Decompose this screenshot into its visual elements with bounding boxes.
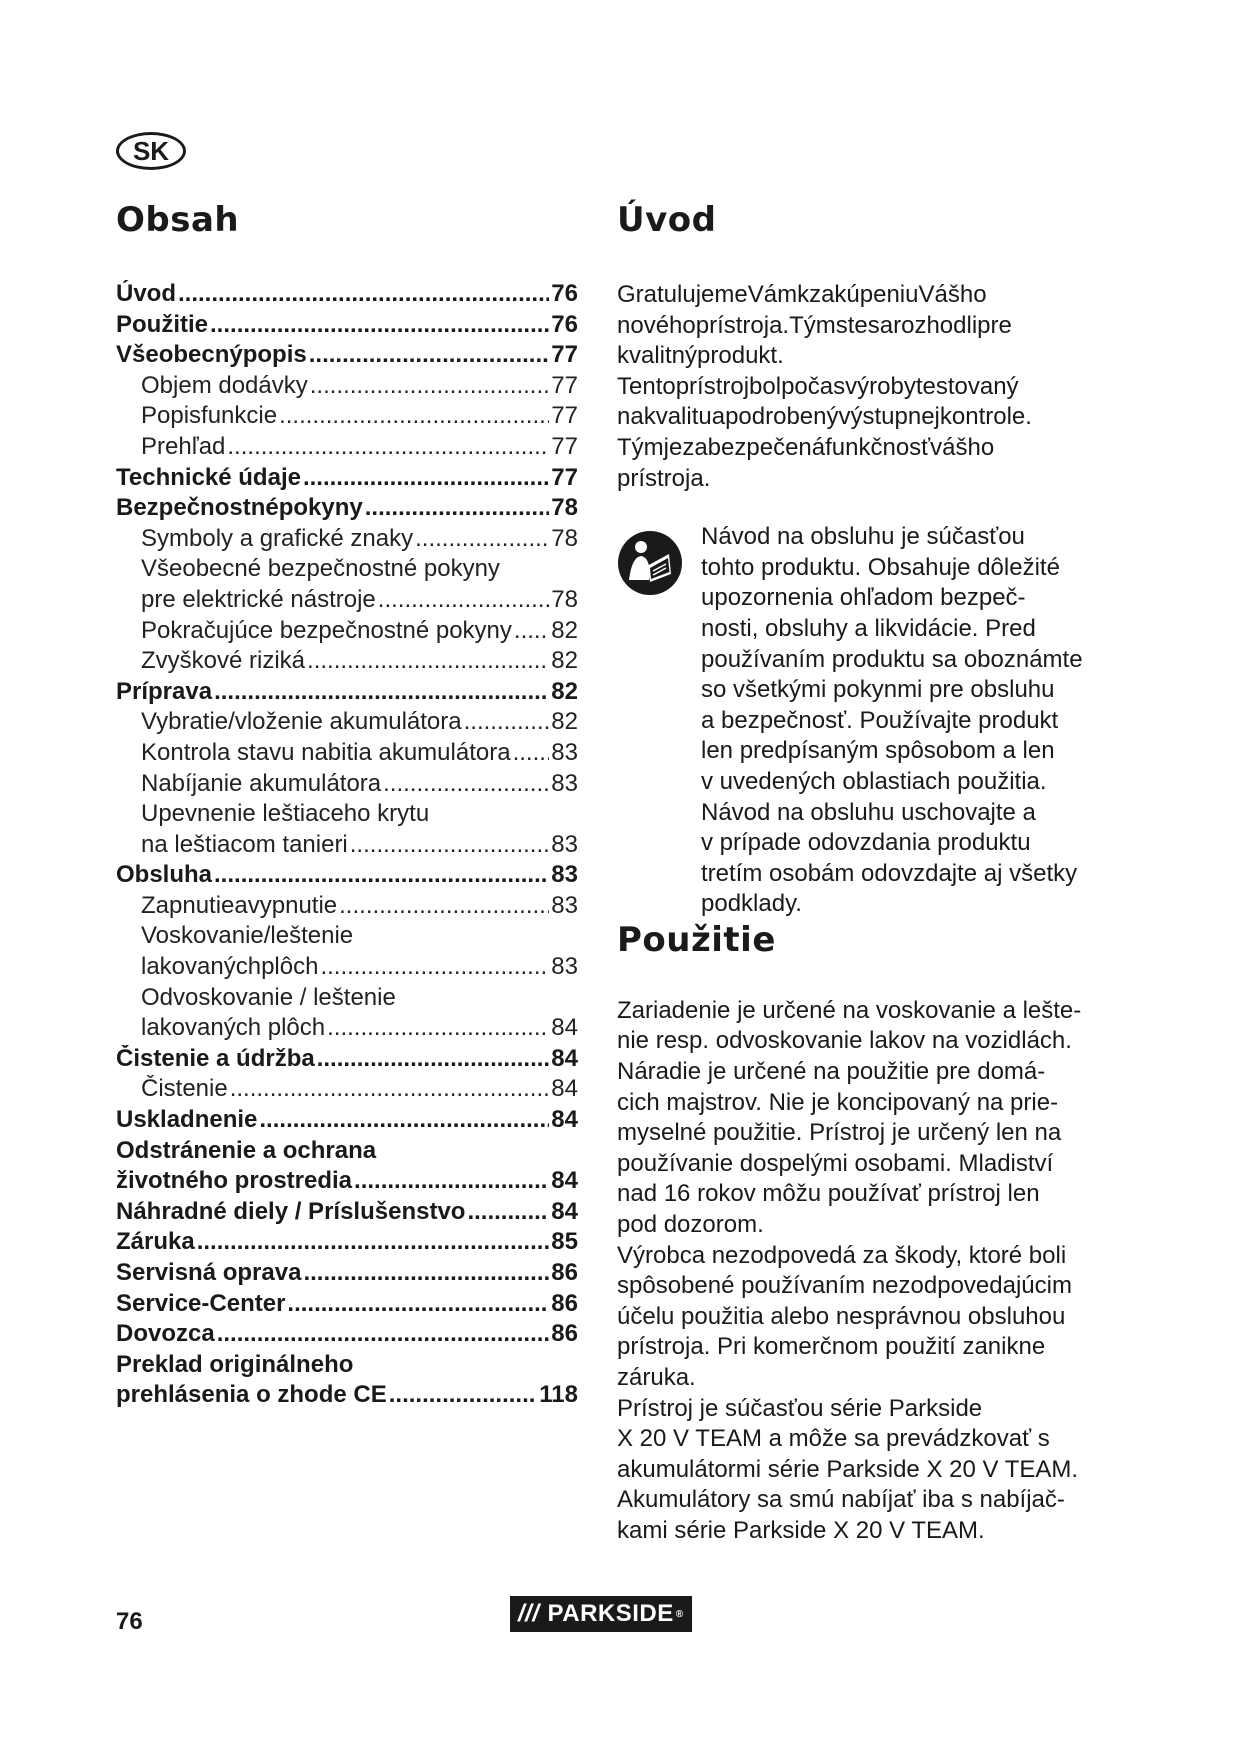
toc-entry-title: Prehľad	[141, 432, 226, 460]
toc-entry	[116, 984, 578, 1015]
toc-entry-title: životného prostredia	[116, 1167, 353, 1195]
toc-entry	[116, 922, 578, 953]
usage-line: akumulátormi série Parkside X 20 V TEAM.	[617, 1455, 1079, 1483]
toc-entry-title: Objem dodávky	[141, 371, 308, 399]
intro-line: GratulujemeVámkzakúpeniuVášho	[617, 281, 987, 308]
toc-entry-page: 83	[551, 738, 578, 766]
toc-entry-page: 83	[551, 891, 578, 919]
toc-entry-title: Pokračujúce bezpečnostné pokyny	[141, 616, 512, 644]
notice-line: upozornenia ohľadom bezpeč-	[701, 584, 1026, 612]
toc-entry-page: 77	[551, 432, 578, 460]
toc-leader-dots	[415, 525, 549, 553]
toc-entry	[116, 1351, 578, 1382]
intro-title: Úvod	[617, 200, 717, 240]
usage-line: Akumulátory sa smú nabíjať iba s nabíjač-	[617, 1486, 1065, 1514]
toc-list	[116, 280, 578, 1412]
toc-leader-dots	[464, 708, 550, 736]
toc-entry-title: Záruka	[116, 1228, 195, 1256]
toc-entry-page: 78	[551, 494, 578, 522]
toc-leader-dots	[365, 494, 550, 522]
read-manual-icon	[617, 530, 683, 596]
toc-column	[116, 200, 578, 1412]
toc-entry-page: 77	[551, 341, 578, 369]
toc-entry-page: 83	[551, 861, 578, 889]
toc-leader-dots	[178, 280, 549, 308]
toc-entry	[116, 1228, 578, 1259]
toc-entry	[116, 1014, 578, 1045]
toc-entry	[116, 831, 578, 862]
usage-line: Náradie je určené na použitie pre domá-	[617, 1058, 1046, 1086]
toc-entry-page: 77	[551, 371, 578, 399]
toc-entry-title: Servisná oprava	[116, 1259, 302, 1286]
toc-entry-title: lakovanýchplôch	[141, 953, 319, 981]
toc-leader-dots	[467, 1198, 549, 1226]
toc-entry	[116, 280, 578, 311]
toc-entry	[116, 372, 578, 403]
toc-entry-title: Všeobecné bezpečnostné pokyny	[141, 555, 500, 583]
usage-line: cich majstrov. Nie je koncipovaný na prie-	[617, 1088, 1059, 1116]
logo-slashes: ///	[518, 1600, 540, 1627]
toc-entry-title: Čistenie	[141, 1075, 228, 1103]
toc-entry	[116, 1075, 578, 1106]
notice-text	[701, 522, 1112, 920]
toc-leader-dots	[310, 372, 550, 400]
toc-entry	[116, 1045, 578, 1076]
toc-entry-title: Príprava	[116, 677, 213, 705]
toc-leader-dots	[230, 1075, 550, 1103]
toc-entry	[116, 770, 578, 801]
toc-entry	[116, 341, 578, 372]
toc-entry	[116, 739, 578, 770]
intro-line: nakvalituapodrobenývýstupnejkontrole.	[617, 403, 1032, 431]
usage-title: Použitie	[617, 919, 776, 960]
toc-leader-dots	[320, 953, 549, 981]
toc-leader-dots	[279, 402, 549, 430]
usage-line: spôsobené používaním nezodpovedajúcim	[617, 1272, 1072, 1300]
page-number: 76	[116, 1608, 143, 1635]
usage-line: nie resp. odvoskovanie lakov na vozidlách.	[617, 1027, 1072, 1055]
usage-line: nad 16 rokov môžu používať prístroj len	[617, 1180, 1040, 1208]
toc-entry-title: na leštiacom tanieri	[141, 830, 348, 858]
toc-entry	[116, 1106, 578, 1137]
notice-line: nosti, obsluhy a likvidácie. Pred	[701, 614, 1036, 642]
usage-text	[617, 996, 1112, 1547]
toc-leader-dots	[513, 739, 550, 767]
notice-line: používaním produktu sa oboznámte	[701, 645, 1083, 673]
toc-entry-page: 84	[551, 1197, 578, 1225]
toc-entry	[116, 1137, 578, 1168]
toc-entry-page: 84	[551, 1167, 578, 1195]
intro-line: prístroja.	[617, 464, 711, 492]
toc-entry-title: lakovaných plôch	[141, 1014, 326, 1042]
toc-entry	[116, 586, 578, 617]
toc-leader-dots	[327, 1014, 549, 1042]
toc-entry-title: Voskovanie/leštenie	[141, 922, 354, 950]
toc-entry-title: Service-Center	[116, 1289, 286, 1317]
toc-entry	[116, 1381, 578, 1412]
toc-entry	[116, 494, 578, 525]
toc-entry	[116, 953, 578, 984]
toc-entry-title: Bezpečnostnépokyny	[116, 494, 363, 522]
toc-entry	[116, 525, 578, 556]
usage-line: Zariadenie je určené na voskovanie a lešte-	[617, 996, 1082, 1024]
toc-leader-dots	[227, 433, 549, 461]
toc-leader-dots	[354, 1167, 549, 1195]
toc-leader-dots	[339, 892, 549, 920]
toc-leader-dots	[214, 678, 549, 706]
toc-entry-page: 85	[551, 1228, 578, 1256]
usage-line: prístroja. Pri komerčnom použití zanikne	[617, 1333, 1046, 1361]
toc-entry-page: 78	[551, 585, 578, 613]
toc-entry-page: 83	[551, 769, 578, 797]
toc-entry	[116, 861, 578, 892]
toc-entry	[116, 1167, 578, 1198]
usage-line: X 20 V TEAM a môže sa prevádzkovať s	[617, 1425, 1050, 1453]
toc-leader-dots	[197, 1228, 550, 1256]
toc-entry	[116, 1259, 578, 1290]
toc-entry-title: Čistenie a údržba	[116, 1044, 315, 1072]
language-badge: SK	[116, 132, 186, 170]
intro-line: novéhoprístroja.Týmstesarozhodlipre	[617, 311, 1012, 339]
notice-line: Návod na obsluhu uschovajte a	[701, 798, 1036, 826]
toc-entry-page: 84	[551, 1106, 578, 1134]
toc-entry	[116, 647, 578, 678]
toc-entry-title: pre elektrické nástroje	[141, 585, 376, 613]
intro-text	[617, 280, 1112, 494]
intro-line: Tentoprístrojbolpočasvýrobytestovaný	[617, 372, 1019, 400]
toc-title: Obsah	[116, 200, 240, 240]
toc-entry	[116, 402, 578, 433]
toc-entry-page: 83	[551, 830, 578, 858]
logo-registered-mark: ®	[675, 1608, 684, 1620]
toc-entry	[116, 892, 578, 923]
toc-leader-dots	[383, 770, 549, 798]
usage-line: pod dozorom.	[617, 1211, 764, 1239]
toc-entry-page: 118	[539, 1381, 578, 1409]
toc-entry-page: 78	[551, 524, 578, 552]
toc-entry-title: Použitie	[116, 310, 209, 338]
toc-leader-dots	[287, 1290, 549, 1318]
usage-line: Výrobca nezodpovedá za škody, ktoré boli	[617, 1241, 1067, 1269]
toc-entry-page: 86	[551, 1320, 578, 1348]
toc-entry	[116, 800, 578, 831]
logo-text: PARKSIDE	[547, 1600, 674, 1627]
toc-entry-page: 76	[551, 280, 578, 307]
intro-line: Týmjezabezpečenáfunkčnosťvášho	[617, 433, 995, 461]
toc-entry	[116, 617, 578, 648]
notice-line: tretím osobám odovzdajte aj všetky	[701, 859, 1078, 887]
toc-entry-page: 77	[551, 402, 578, 430]
notice-line: so všetkými pokynmi pre obsluhu	[701, 676, 1055, 704]
manual-notice	[617, 522, 1112, 920]
notice-line: tohto produktu. Obsahuje dôležité	[701, 553, 1060, 581]
toc-leader-dots	[307, 647, 549, 675]
toc-leader-dots	[350, 831, 550, 859]
toc-entry-title: Odvoskovanie / leštenie	[141, 983, 396, 1011]
notice-line: podklady.	[701, 890, 802, 918]
toc-leader-dots	[514, 617, 549, 645]
usage-line: používanie dospelými osobami. Mladiství	[617, 1149, 1054, 1177]
content-column	[617, 200, 1112, 1547]
usage-line: účelu použitia alebo nesprávnou obsluhou	[617, 1302, 1066, 1330]
toc-entry-title: Obsluha	[116, 861, 213, 889]
toc-entry-page: 84	[551, 1014, 578, 1042]
toc-entry-title: Zvyškové riziká	[141, 647, 306, 675]
toc-leader-dots	[309, 341, 550, 369]
toc-entry-page: 84	[551, 1075, 578, 1103]
intro-line: kvalitnýprodukt.	[617, 342, 784, 370]
toc-leader-dots	[259, 1106, 549, 1134]
usage-line: Prístroj je súčasťou série Parkside	[617, 1394, 983, 1422]
toc-leader-dots	[210, 311, 549, 339]
toc-entry-title: Preklad originálneho	[116, 1350, 354, 1378]
toc-leader-dots	[303, 464, 549, 492]
toc-entry	[116, 1320, 578, 1351]
toc-entry	[116, 708, 578, 739]
toc-leader-dots	[317, 1045, 550, 1073]
usage-line: záruka.	[617, 1364, 696, 1391]
toc-entry	[116, 311, 578, 342]
notice-line: len predpísaným spôsobom a len	[701, 737, 1055, 765]
notice-line: v prípade odovzdania produktu	[701, 829, 1031, 857]
notice-line: Návod na obsluhu je súčasťou	[701, 523, 1025, 551]
notice-line: v uvedených oblastiach použitia.	[701, 767, 1047, 795]
toc-entry-title: Zapnutieavypnutie	[141, 891, 338, 919]
toc-entry-title: Kontrola stavu nabitia akumulátora	[141, 738, 511, 766]
toc-entry-page: 77	[551, 463, 578, 491]
toc-leader-dots	[303, 1259, 549, 1287]
toc-leader-dots	[217, 1320, 550, 1348]
toc-entry-page: 76	[551, 310, 578, 338]
toc-entry	[116, 678, 578, 709]
toc-entry-title: Technické údaje	[116, 463, 301, 491]
toc-entry-page: 86	[551, 1289, 578, 1317]
toc-entry-title: Náhradné diely / Príslušenstvo	[116, 1197, 466, 1225]
toc-entry-title: Nabíjanie akumulátora	[141, 769, 382, 797]
toc-entry-page: 82	[551, 677, 578, 705]
notice-line: a bezpečnosť. Používajte produkt	[701, 706, 1059, 734]
toc-entry-title: Dovozca	[116, 1320, 215, 1348]
toc-entry-title: Všeobecnýpopis	[116, 341, 307, 369]
toc-leader-dots	[389, 1381, 538, 1409]
toc-entry-title: Upevnenie leštiaceho krytu	[141, 800, 430, 828]
usage-line: kami série Parkside X 20 V TEAM.	[617, 1516, 985, 1544]
toc-entry-page: 83	[551, 953, 578, 981]
toc-entry-page: 82	[551, 647, 578, 675]
toc-entry	[116, 1290, 578, 1321]
toc-entry-page: 86	[551, 1259, 578, 1286]
toc-entry-title: prehlásenia o zhode CE	[116, 1381, 387, 1409]
toc-entry	[116, 433, 578, 464]
toc-entry-title: Uskladnenie	[116, 1106, 258, 1134]
usage-line: myselné použitie. Prístroj je určený len na	[617, 1119, 1062, 1147]
toc-entry-page: 82	[551, 616, 578, 644]
toc-leader-dots	[214, 861, 549, 889]
toc-entry	[116, 1198, 578, 1229]
toc-entry-title: Popisfunkcie	[141, 402, 278, 430]
toc-leader-dots	[378, 586, 550, 614]
toc-entry-title: Vybratie/vloženie akumulátora	[141, 708, 462, 736]
toc-entry-title: Úvod	[116, 280, 176, 307]
toc-entry	[116, 555, 578, 586]
toc-entry	[116, 464, 578, 495]
toc-entry-page: 82	[551, 708, 578, 736]
toc-entry-page: 84	[551, 1044, 578, 1072]
toc-entry-title: Symboly a grafické znaky	[141, 524, 414, 552]
toc-entry-title: Odstránenie a ochrana	[116, 1136, 377, 1164]
parkside-logo	[510, 1596, 692, 1632]
